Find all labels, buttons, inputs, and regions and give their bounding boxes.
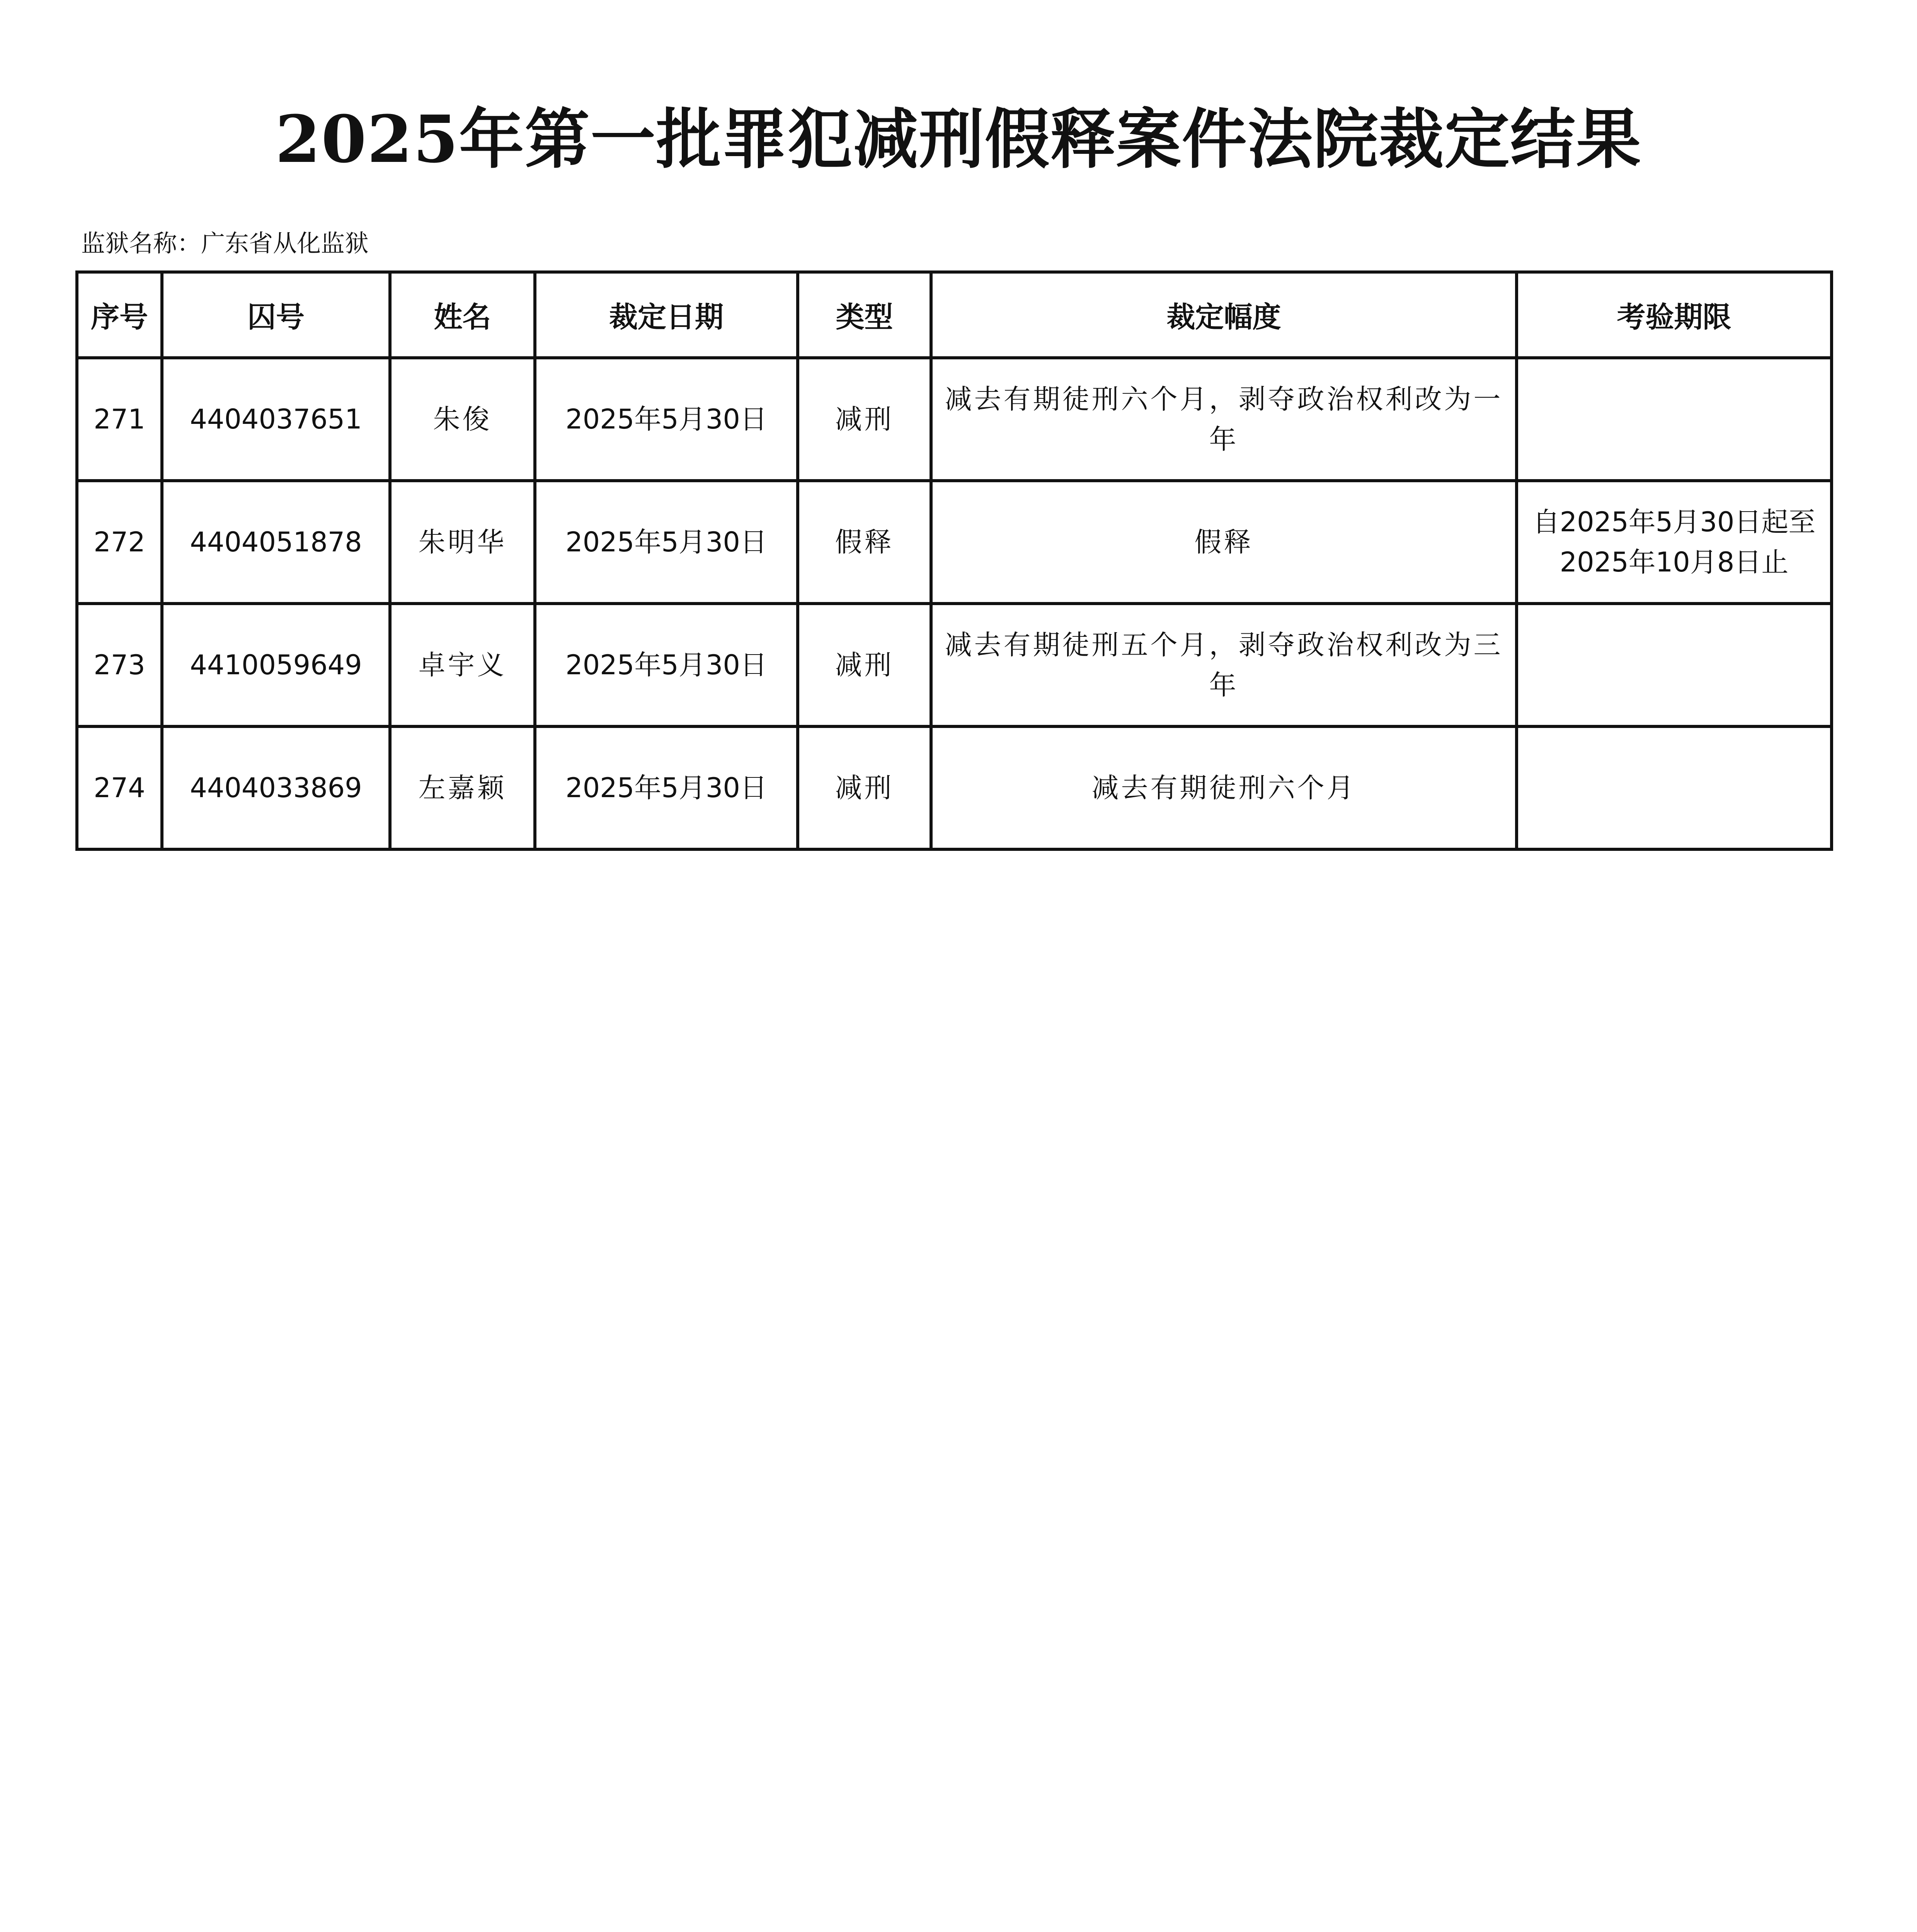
page-title: 2025年第一批罪犯减刑假释案件法院裁定结果 <box>275 101 1642 177</box>
cell-ruling-scope: 减去有期徒刑五个月，剥夺政治权利改为三年 <box>931 604 1517 726</box>
prison-name-value: 广东省从化监狱 <box>201 229 369 257</box>
cell-prisoner-no: 4404051878 <box>162 481 390 604</box>
cell-ruling-date: 2025年5月30日 <box>535 358 798 481</box>
prison-name-line <box>81 228 369 259</box>
cell-index: 271 <box>77 358 162 481</box>
cell-probation-period <box>1517 726 1832 849</box>
cell-ruling-date: 2025年5月30日 <box>535 604 798 726</box>
cell-index: 272 <box>77 481 162 604</box>
result-table-container <box>75 270 1830 851</box>
cell-ruling-scope: 减去有期徒刑六个月 <box>931 726 1517 849</box>
header-type: 类型 <box>798 272 931 358</box>
cell-name: 朱俊 <box>390 358 535 481</box>
table-row <box>77 481 1832 604</box>
cell-ruling-date: 2025年5月30日 <box>535 481 798 604</box>
header-probation-period: 考验期限 <box>1517 272 1832 358</box>
table-row <box>77 358 1832 481</box>
cell-name: 卓宇义 <box>390 604 535 726</box>
cell-name: 左嘉颖 <box>390 726 535 849</box>
cell-probation-period <box>1517 358 1832 481</box>
cell-ruling-scope: 减去有期徒刑六个月，剥夺政治权利改为一年 <box>931 358 1517 481</box>
cell-prisoner-no: 4404037651 <box>162 358 390 481</box>
cell-prisoner-no: 4410059649 <box>162 604 390 726</box>
cell-type: 减刑 <box>798 726 931 849</box>
cell-probation-period <box>1517 604 1832 726</box>
header-index: 序号 <box>77 272 162 358</box>
header-name: 姓名 <box>390 272 535 358</box>
cell-ruling-scope: 假释 <box>931 481 1517 604</box>
header-prisoner-no: 囚号 <box>162 272 390 358</box>
header-ruling-date: 裁定日期 <box>535 272 798 358</box>
result-table <box>75 270 1833 851</box>
prison-name-label: 监狱名称： <box>81 229 201 257</box>
cell-ruling-date: 2025年5月30日 <box>535 726 798 849</box>
cell-index: 274 <box>77 726 162 849</box>
cell-prisoner-no: 4404033869 <box>162 726 390 849</box>
table-row <box>77 726 1832 849</box>
cell-probation-period: 自2025年5月30日起至2025年10月8日止 <box>1517 481 1832 604</box>
cell-type: 减刑 <box>798 358 931 481</box>
table-row <box>77 604 1832 726</box>
cell-index: 273 <box>77 604 162 726</box>
cell-name: 朱明华 <box>390 481 535 604</box>
table-header-row <box>77 272 1832 358</box>
cell-type: 假释 <box>798 481 931 604</box>
header-ruling-scope: 裁定幅度 <box>931 272 1517 358</box>
cell-type: 减刑 <box>798 604 931 726</box>
